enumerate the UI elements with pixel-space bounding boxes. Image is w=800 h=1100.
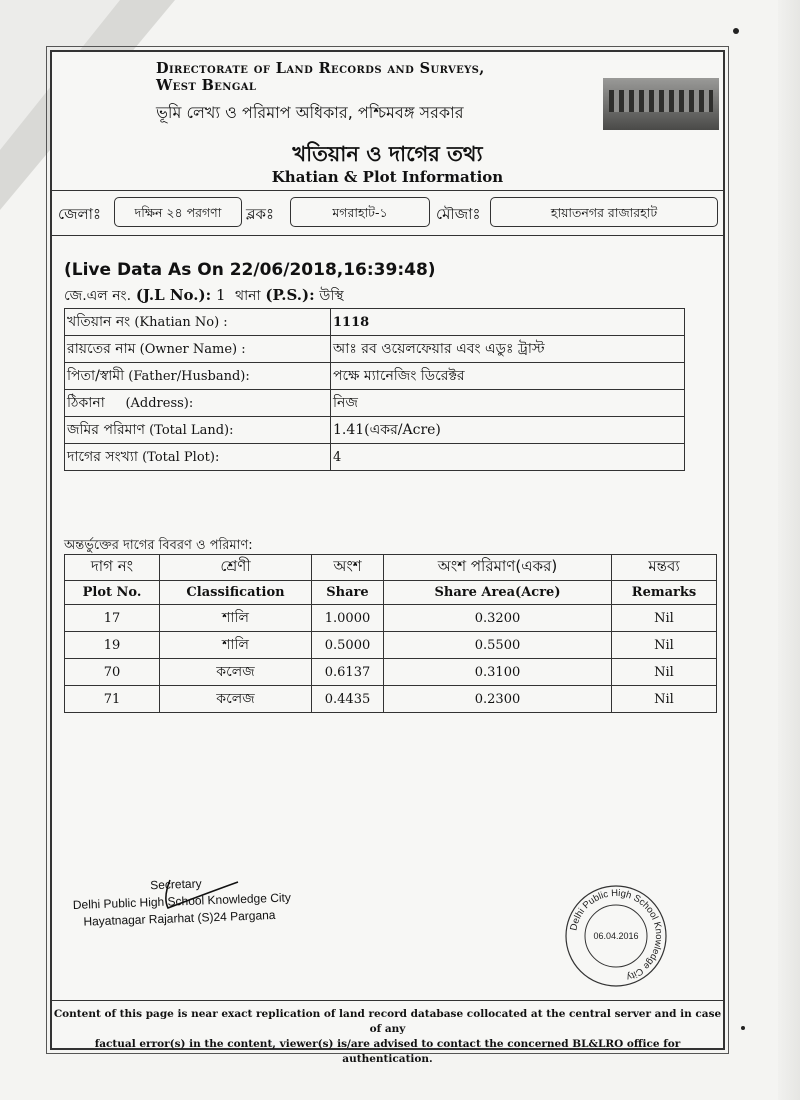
remarks: Nil [612,605,717,632]
col-header: Share Area(Acre) [384,581,612,605]
department-line-1: Directorate of Land Records and Surveys, [156,60,485,77]
ink-dot [733,28,739,34]
remarks: Nil [612,686,717,713]
share: 1.0000 [312,605,384,632]
seal-ring-text: Delhi Public High School Knowledge City [568,887,665,983]
remarks: Nil [612,659,717,686]
col-header-bn: মন্তব্য [612,555,717,581]
table-row [65,659,717,686]
col-header: Classification [160,581,312,605]
classification: কলেজ [160,686,312,713]
department-name-bn: ভূমি লেখ্য ও পরিমাপ অধিকার, পশ্চিমবঙ্গ সরকার [156,103,464,122]
block-field: মগরাহাট-১ [290,197,430,227]
jl-label-en: (J.L No.): [135,286,212,304]
share: 0.4435 [312,686,384,713]
mouza-field: হায়াতনগর রাজারহাট [490,197,718,227]
col-header-bn: অংশ পরিমাণ(একর) [384,555,612,581]
label-bn: রায়তের নাম [67,341,136,357]
share-area: 0.3200 [384,605,612,632]
label-bn: জমির পরিমাণ [67,422,145,438]
share-area: 0.3100 [384,659,612,686]
ps-value: উস্থি [319,288,344,304]
col-header-bn: অংশ [312,555,384,581]
jl-ps-line [64,284,344,308]
signature-block [72,872,292,931]
paper-edge [778,0,800,1100]
info-label [65,390,331,417]
plot-table [64,554,717,713]
location-row [52,190,723,236]
jl-value: 1 [215,286,226,304]
info-value [331,309,685,336]
footer-disclaimer [52,1000,723,1065]
label-en: (Address): [125,396,194,411]
jl-label-bn: জে.এল নং. [64,288,132,304]
footer-line-2: factual error(s) in the content, viewer(s) is/are advised to contact the concerned BL&LRO office for authentication. [94,1038,681,1065]
ink-dot [741,1026,745,1030]
page-title-bn: খতিয়ান ও দাগের তথ্য [292,142,483,166]
info-row-father [65,363,685,390]
classification: কলেজ [160,659,312,686]
info-value: 4 [331,444,685,471]
info-label [65,417,331,444]
plot-header-bn [65,555,717,581]
table-row [65,686,717,713]
share: 0.5000 [312,632,384,659]
info-label [65,309,331,336]
label-bn: ঠিকানা [67,395,105,411]
info-label [65,336,331,363]
document-page [50,50,725,1065]
info-value: আঃ রব ওয়েলফেয়ার এবং এডুঃ ট্রাস্ট [331,336,685,363]
mouza-label: মৌজাঃ [436,205,481,223]
page-title: Khatian & Plot Information [271,168,504,186]
info-label [65,363,331,390]
district-field: দক্ষিন ২৪ পরগণা [114,197,242,227]
info-row-khatian [65,309,685,336]
label-en: (Khatian No) : [134,315,228,330]
col-header-bn: দাগ নং [65,555,160,581]
header [52,52,723,136]
info-label [65,444,331,471]
classification: শালি [160,632,312,659]
info-row-total-land [65,417,685,444]
info-row-address [65,390,685,417]
department-line-2: West Bengal [156,77,257,94]
remarks: Nil [612,632,717,659]
share-area: 0.5500 [384,632,612,659]
building-photo [603,78,719,130]
footer-line-1: Content of this page is near exact replication of land record database collocated at the central server and in case of any [53,1008,722,1035]
khatian-no-value: 1118 [333,314,370,330]
live-data-timestamp: (Live Data As On 22/06/2018,16:39:48) [64,260,436,280]
signature-address: Hayatnagar Rajarhat (S)24 Pargana [83,907,276,929]
plot-no: 17 [65,605,160,632]
label-en: (Total Plot): [142,450,220,465]
ps-label-bn: থানা [235,288,261,304]
department-name-en [156,60,485,94]
col-header: Remarks [612,581,717,605]
label-bn: পিতা/স্বামী [67,368,125,384]
label-bn: খতিয়ান নং [67,314,131,330]
khatian-info-table [64,308,685,471]
classification: শালি [160,605,312,632]
signature-title: Secretary [149,876,202,893]
signature-school: Delhi Public High School Knowledge City [72,890,292,912]
plots-caption: অন্তর্ভুক্তের দাগের বিবরণ ও পরিমাণ: [64,538,253,553]
label-en: (Total Land): [149,423,234,438]
table-row [65,632,717,659]
share: 0.6137 [312,659,384,686]
plot-header-en [65,581,717,605]
col-header: Plot No. [65,581,160,605]
table-row [65,605,717,632]
label-en: (Owner Name) : [139,342,246,357]
plot-no: 70 [65,659,160,686]
info-value: পক্ষে ম্যানেজিং ডিরেক্টর [331,363,685,390]
plot-no: 19 [65,632,160,659]
plot-no: 71 [65,686,160,713]
ps-label-en: (P.S.): [265,286,315,304]
info-row-owner [65,336,685,363]
district-label: জেলাঃ [58,205,102,223]
info-value: 1.41(একর/Acre) [331,417,685,444]
col-header-bn: শ্রেণী [160,555,312,581]
seal-date: 06.04.2016 [593,931,639,941]
info-row-total-plot [65,444,685,471]
label-en: (Father/Husband): [128,369,250,384]
label-bn: দাগের সংখ্যা [67,449,138,465]
share-area: 0.2300 [384,686,612,713]
school-seal-stamp [564,884,668,988]
col-header: Share [312,581,384,605]
block-label: ব্লকঃ [246,205,275,223]
info-value: নিজ [331,390,685,417]
